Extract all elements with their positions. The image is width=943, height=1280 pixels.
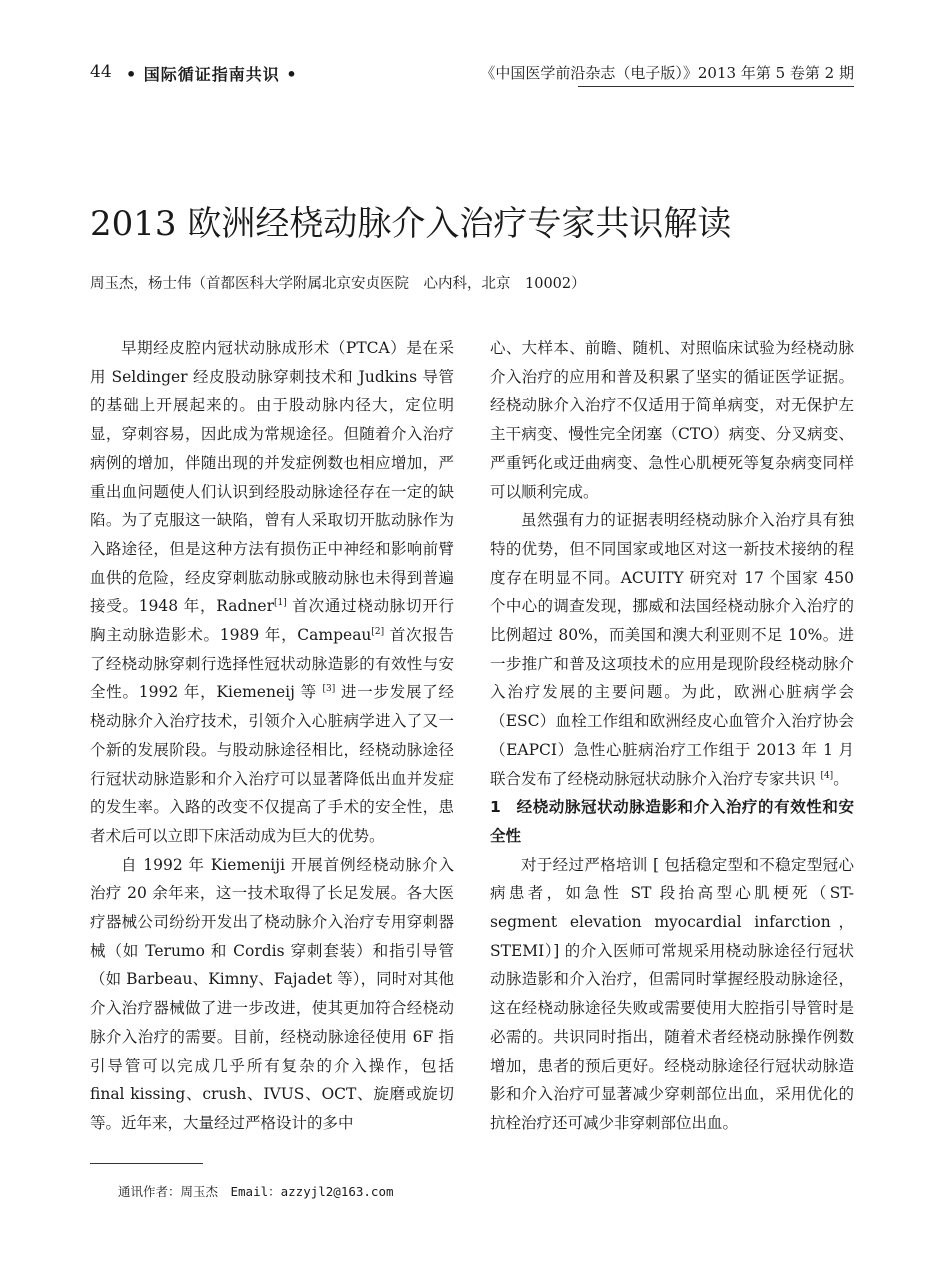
reference-1[interactable]: [1] — [274, 598, 287, 609]
reference-2[interactable]: [2] — [371, 626, 385, 637]
section-number: 1 — [490, 798, 501, 817]
section-tag: • 国际循证指南共识 • — [126, 65, 298, 84]
text-run: 首次通过桡动脉切开行胸主动脉造影术。1989 年，Campeau — [90, 597, 454, 645]
section-title: 经桡动脉冠状动脉造影和介入治疗的有效性和安全性 — [490, 798, 854, 845]
paragraph-adoption — [490, 506, 854, 793]
corresponding-author-footnote: 通讯作者：周玉杰 Email：azzyjl2@163.com — [118, 1184, 394, 1199]
page-number: 44 — [90, 62, 112, 82]
author-affiliation: 周玉杰，杨士伟（首都医科大学附属北京安贞医院 心内科，北京 10002） — [90, 276, 586, 292]
paragraph-continued: 心、大样本、前瞻、随机、对照临床试验为经桡动脉介入治疗的应用和普及积累了坚实的循证医学证据。经桡动脉介入治疗不仅适用于简单病变，对无保护左主干病变、慢性完全闭塞（CTO）病变、分叉病变、严重钙化或迂曲病变、急性心肌梗死等复杂病变同样可以顺利完成。 — [490, 339, 854, 501]
reference-4[interactable]: [4] — [820, 770, 834, 781]
journal-citation: 《中国医学前沿杂志（电子版）》2013 年第 5 卷第 2 期 — [480, 64, 854, 82]
left-column — [90, 334, 454, 1138]
text-run: 首次报告了经桡动脉穿刺行选择性冠状动脉造影的有效性与安全性。1992 年，Kiemeneij 等 — [90, 626, 454, 702]
header-rule — [578, 86, 854, 87]
right-column — [490, 334, 854, 1138]
section-heading-1 — [490, 793, 854, 850]
text-run: 。 — [833, 769, 849, 788]
footnote-rule — [90, 1163, 203, 1164]
text-run: 早期经皮腔内冠状动脉成形术（PTCA）是在采用 Seldinger 经皮股动脉穿刺技术和 Judkins 导管的基础上开展起来的。由于股动脉内径大，定位明显，穿刺容易，因此成为常规途径。但随着介入治疗病例的增加，伴随出现的并发症例数也相应增加，严重出血问题使人们认识到经股动脉途径存在一定的缺陷。为了克服这一缺陷，曾有人采取切开肱动脉作为入路途径，但是这种方法有损伤正中神经和影响前臂血供的危险，经皮穿刺肱动脉或腋动脉也未得到普遍接受。1948 年，Radner — [90, 339, 454, 616]
paragraph-efficacy: 对于经过严格培训 [ 包括稳定型和不稳定型冠心病患者，如急性 ST 段抬高型心肌梗死（ST-segment elevation myocardial infarction，STEMI）] 的介入医师可常规采用桡动脉途径行冠状动脉造影和介入治疗，但需同时掌握经股动脉途径，这在经桡动脉途径失败或需要使用大腔指引导管时是必需的。共识同时指出，随着术者经桡动脉操作例数增加，患者的预后更好。经桡动脉途径行冠状动脉造影和介入治疗可显著减少穿刺部位出血，采用优化的抗栓治疗还可减少非穿刺部位出血。 — [490, 855, 854, 1132]
paragraph-development: 自 1992 年 Kiemeniji 开展首例经桡动脉介入治疗 20 余年来，这一技术取得了长足发展。各大医疗器械公司纷纷开发出了桡动脉介入治疗专用穿刺器械（如 Terumo 和 Cordis 穿刺套装）和指引导管（如 Barbeau、Kimny、Fajadet 等），同时对其他介入治疗器械做了进一步改进，使其更加符合经桡动脉介入治疗的需要。目前，经桡动脉途径使用 6F 指引导管可以完成几乎所有复杂的介入操作，包括 final kissing、crush、IVUS、OCT、旋磨或旋切等。近年来，大量经过严格设计的多中 — [90, 855, 454, 1132]
paragraph-intro — [90, 334, 454, 851]
text-run: 进一步发展了经桡动脉介入治疗技术，引领介入心脏病学进入了又一个新的发展阶段。与股动脉途径相比，经桡动脉途径行冠状动脉造影和介入治疗可以显著降低出血并发症的发生率。入路的改变不仅提高了手术的安全性，患者术后可以立即下床活动成为巨大的优势。 — [90, 683, 454, 845]
text-run: 虽然强有力的证据表明经桡动脉介入治疗具有独特的优势，但不同国家或地区对这一新技术接纳的程度存在明显不同。ACUITY 研究对 17 个国家 450 个中心的调查发现，挪威和法国经桡动脉介入治疗的比例超过 80%，而美国和澳大利亚则不足 10%。进一步推广和普及这项技术的应用是现阶段经桡动脉介入治疗发展的主要问题。为此，欧洲心脏病学会（ESC）血栓工作组和欧洲经皮心血管介入治疗协会（EAPCI）急性心脏病治疗工作组于 2013 年 1 月联合发布了经桡动脉冠状动脉介入治疗专家共识 — [490, 511, 854, 788]
running-header — [90, 62, 854, 90]
article-title: 2013 欧洲经桡动脉介入治疗专家共识解读 — [90, 204, 732, 244]
reference-3[interactable]: [3] — [322, 684, 336, 695]
